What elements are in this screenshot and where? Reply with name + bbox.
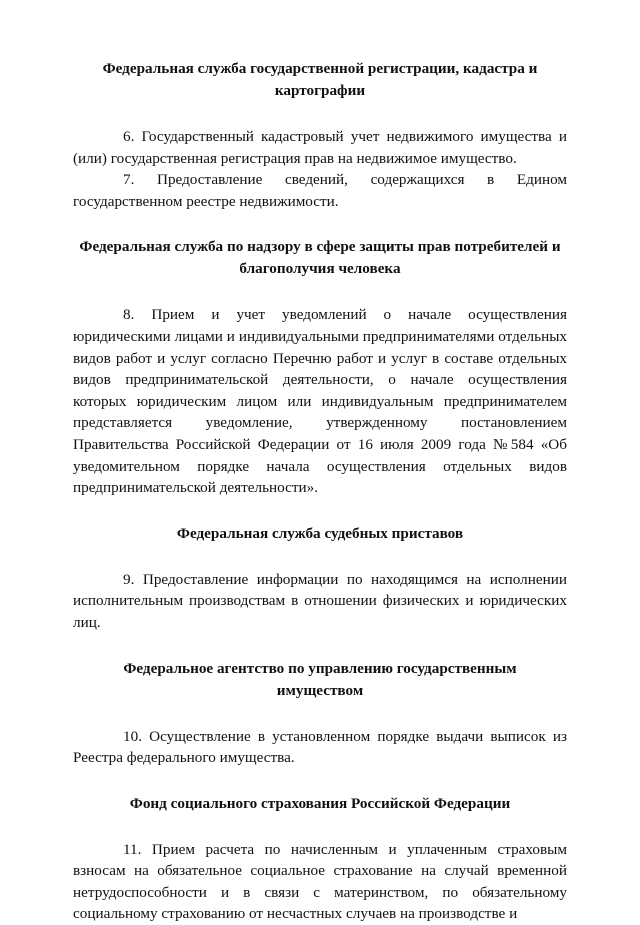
paragraph-item-11: 11. Прием расчета по начисленным и уплаченным страховым взносам на обязательное социальное страхование на случай временной нетрудоспособности и в связи с материнством, по обязательному социальному страхованию от несчастных случаев на производстве и xyxy=(73,840,567,923)
spacer xyxy=(73,212,567,236)
paragraph-item-10: 10. Осуществление в установленном порядке выдачи выписок из Реестра федерального имущества. xyxy=(73,727,567,767)
document-body xyxy=(73,58,567,925)
spacer xyxy=(73,499,567,523)
paragraph-item-7: 7. Предоставление сведений, содержащихся в Едином государственном реестре недвижимости. xyxy=(73,171,567,210)
section-heading-bailiffs: Федеральная служба судебных приставов xyxy=(176,524,464,542)
section-heading-rosreestr: Федеральная служба государственной регистрации, кадастра и картографии xyxy=(102,60,538,99)
spacer xyxy=(73,102,567,126)
spacer xyxy=(73,702,567,726)
section-heading-rospotrebnadzor: Федеральная служба по надзору в сфере защиты прав потребителей и благополучия человека xyxy=(79,238,561,278)
spacer xyxy=(73,634,567,658)
spacer xyxy=(73,815,567,839)
paragraph-item-9: 9. Предоставление информации по находящимся на исполнении исполнительным производствам в отношении физических и юридических лиц. xyxy=(73,570,567,631)
spacer xyxy=(73,280,567,304)
spacer xyxy=(73,769,567,793)
paragraph-item-6: 6. Государственный кадастровый учет недвижимого имущества и (или) государственная регистрация прав на недвижимое имущество. xyxy=(73,128,567,167)
section-heading-rosimushchestvo: Федеральное агентство по управлению государственным имуществом xyxy=(123,659,517,699)
spacer xyxy=(73,545,567,569)
section-heading-fss: Фонд социального страхования Российской Федерации xyxy=(129,794,511,812)
paragraph-item-8: 8. Прием и учет уведомлений о начале осуществления юридическими лицами и индивидуальными предпринимателями отдельных видов работ и услуг согласно Перечню работ и услуг в составе отдельных видов предпринимательской деятельности, о начале осуществления которых юридическим лицом или индивидуальным предпринимателем представляется уведомление, утвержденному постановлением Правительства Российской Федерации от 16 июля 2009 года №584 «Об уведомительном порядке начала осуществления отдельных видов предпринимательской деятельности». xyxy=(73,306,567,497)
